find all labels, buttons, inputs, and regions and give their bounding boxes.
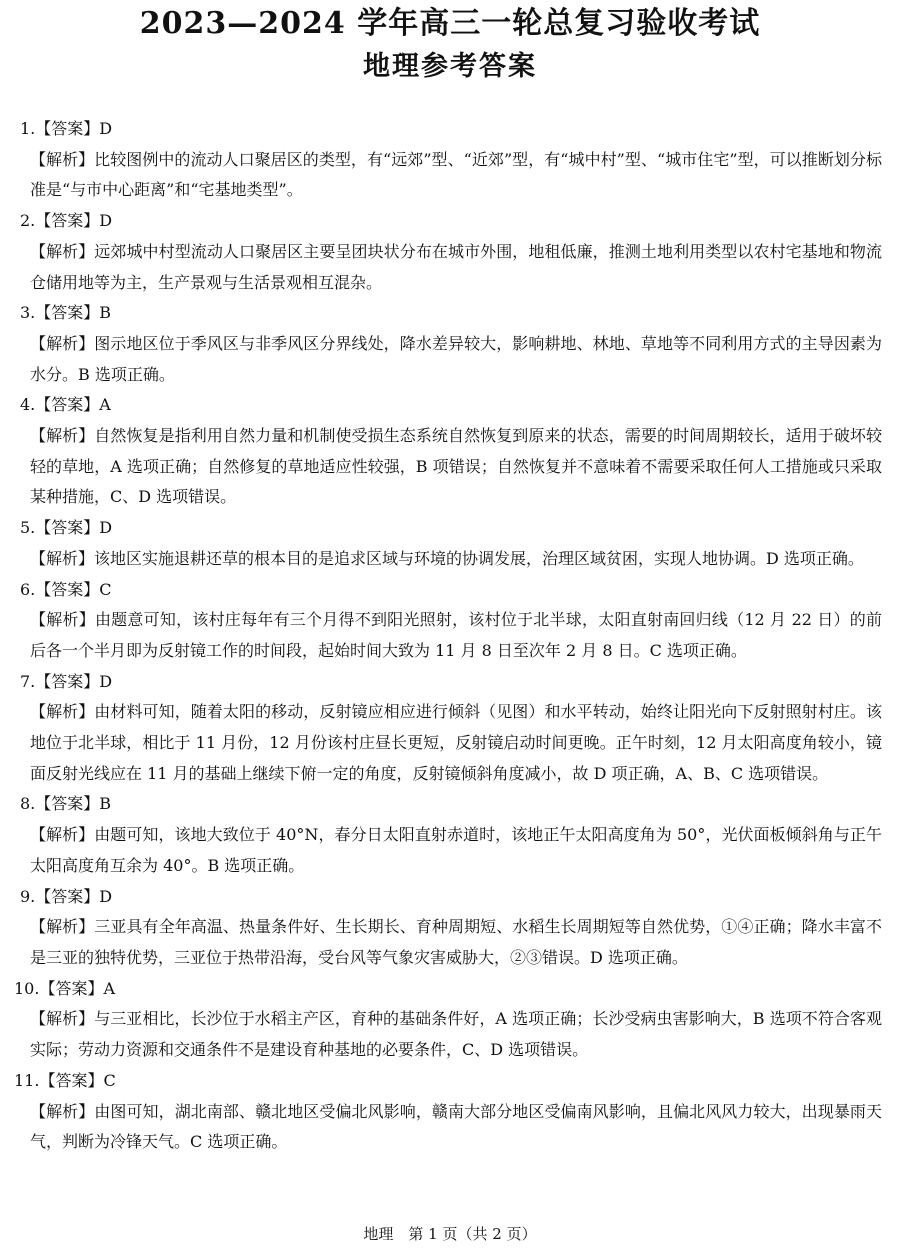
explanation-text: 【解析】由图可知，湖北南部、赣北地区受偏北风影响，赣南大部分地区受偏南风影响，且偏北风风力较大，出现暴雨天气，判断为冷锋天气。C 选项正确。 (30, 1101, 882, 1152)
explanation-text: 【解析】三亚具有全年高温、热量条件好、生长期长、育种周期短、水稻生长周期短等自然优势，①④正确；降水丰富不是三亚的独特优势，三亚位于热带沿海，受台风等气象灾害威胁大，②③错误。D 选项正确。 (30, 917, 882, 967)
answer-label: 9.【答案】D (20, 886, 113, 906)
answer-item-11 (0, 1066, 900, 1158)
explanation-text: 【解析】图示地区位于季风区与非季风区分界线处，降水差异较大，影响耕地、林地、草地等不同利用方式的主导因素为水分。B 选项正确。 (30, 333, 882, 384)
answer-label: 4.【答案】A (20, 395, 111, 415)
answer-item-1 (0, 114, 900, 206)
explanation-text: 【解析】与三亚相比，长沙位于水稻主产区，育种的基础条件好，A 选项正确；长沙受病虫害影响大，B 选项不符合客观实际；劳动力资源和交通条件不是建设育种基地的必要条件，C、D 选项错误。 (30, 1009, 882, 1060)
page-subtitle: 地理参考答案 (363, 51, 537, 82)
explanation-text: 【解析】由材料可知，随着太阳的移动，反射镜应相应进行倾斜（见图）和水平转动，始终让阳光向下反射照射村庄。该地位于北半球，相比于 11 月份，12 月份该村庄昼长更短，反射镜启动时间更晚。正午时刻，12 月太阳高度角较小，镜面反射光线应在 11 月的基础上继续下俯一定的角度，反射镜倾斜角度减小，故 D 项正确，A、B、C 选项错误。 (30, 702, 882, 783)
answer-label: 2.【答案】D (20, 211, 113, 231)
answer-label: 8.【答案】B (20, 794, 112, 814)
explanation-text: 【解析】由题可知，该地大致位于 40°N，春分日太阳直射赤道时，该地正午太阳高度角为 50°，光伏面板倾斜角与正午太阳高度角互余为 40°。B 选项正确。 (30, 825, 882, 875)
answer-list (0, 114, 900, 1158)
explanation-text: 【解析】自然恢复是指利用自然力量和机制使受损生态系统自然恢复到原来的状态，需要的时间周期较长，适用于破坏较轻的草地，A 选项正确；自然修复的草地适应性较强，B 项错误；自然恢复并不意味着不需要采取任何人工措施或只采取某种措施，C、D 选项错误。 (30, 426, 882, 507)
answer-item-9 (0, 882, 900, 974)
answer-item-6 (0, 575, 900, 667)
answer-item-8 (0, 789, 900, 881)
answer-label: 10.【答案】A (14, 978, 116, 998)
answer-label: 5.【答案】D (20, 518, 113, 538)
answer-label: 7.【答案】D (20, 671, 113, 691)
explanation-text: 【解析】比较图例中的流动人口聚居区的类型，有“远郊”型、“近郊”型，有“城中村”型、“城市住宅”型，可以推断划分标准是“与市中心距离”和“宅基地类型”。 (30, 149, 882, 200)
answer-item-3 (0, 298, 900, 390)
answer-label: 11.【答案】C (14, 1070, 116, 1090)
answer-item-5 (0, 513, 900, 574)
answer-item-7 (0, 667, 900, 790)
explanation-text: 【解析】远郊城中村型流动人口聚居区主要呈团块状分布在城市外围，地租低廉，推测土地利用类型以农村宅基地和物流仓储用地等为主，生产景观与生活景观相互混杂。 (30, 241, 882, 292)
page-footer: 地理 第 1 页（共 2 页） (363, 1225, 537, 1243)
answer-item-10 (0, 974, 900, 1066)
answer-label: 1.【答案】D (20, 119, 113, 138)
answer-item-2 (0, 206, 900, 298)
answer-item-4 (0, 390, 900, 513)
explanation-text: 【解析】由题意可知，该村庄每年有三个月得不到阳光照射，该村位于北半球，太阳直射南回归线（12 月 22 日）的前后各一个半月即为反射镜工作的时间段，起始时间大致为 11 月 8 日至次年 2 月 8 日。C 选项正确。 (30, 610, 882, 660)
page-title: 2023—2024 学年高三一轮总复习验收考试 (139, 6, 761, 41)
answer-label: 6.【答案】C (20, 579, 112, 599)
explanation-text: 【解析】该地区实施退耕还草的根本目的是追求区域与环境的协调发展，治理区域贫困，实现人地协调。D 选项正确。 (30, 548, 864, 568)
answer-label: 3.【答案】B (20, 303, 112, 323)
